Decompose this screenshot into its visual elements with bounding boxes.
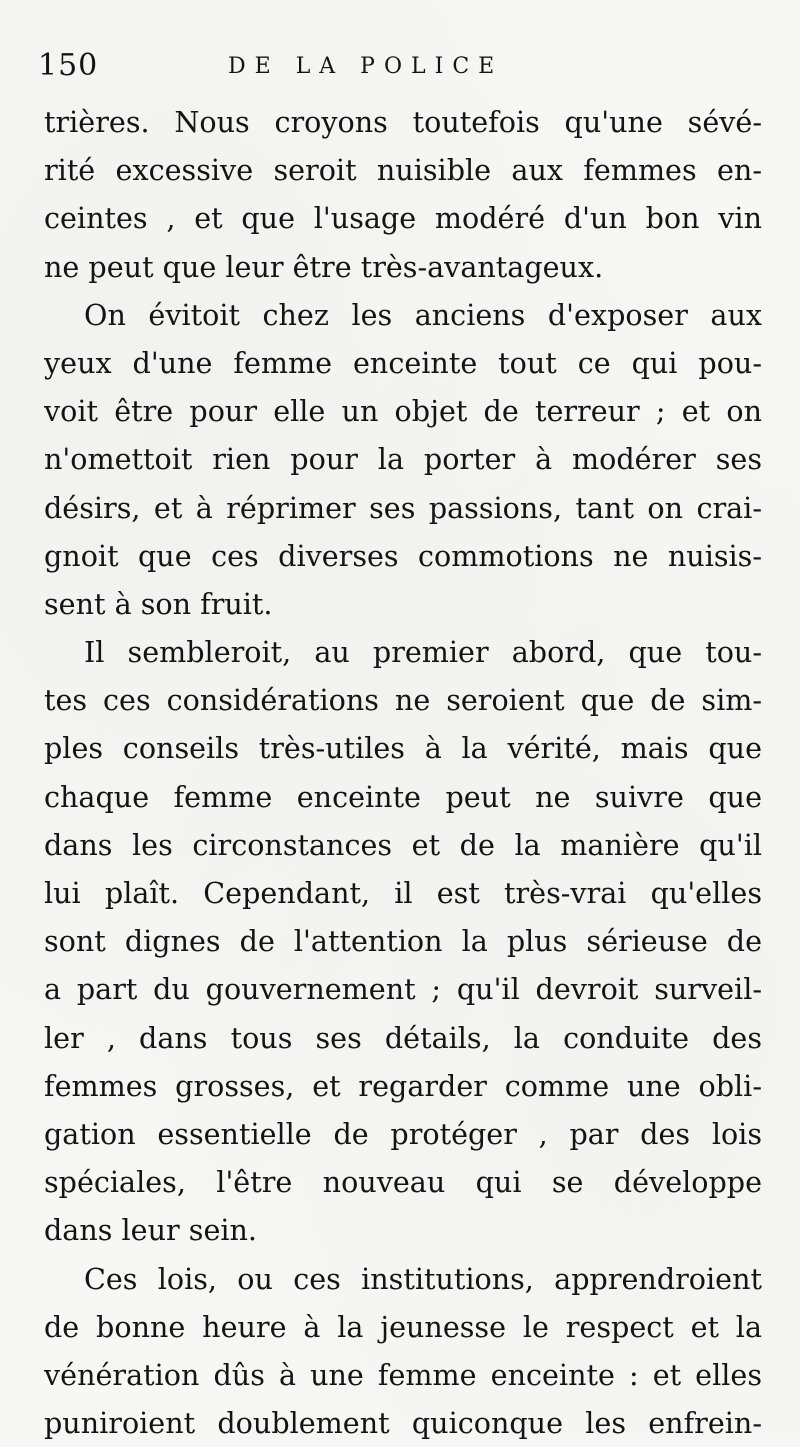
text-line: tes ces considérations ne seroient que de sim-: [44, 683, 762, 718]
text-line: vénération dûs à une femme enceinte : et elles: [44, 1357, 762, 1392]
text-line: spéciales, l'être nouveau qui se développe: [44, 1165, 762, 1200]
text-line: dans leur sein.: [44, 1213, 258, 1248]
text-line: a part du gouvernement ; qu'il devroit surveil-: [44, 972, 762, 1007]
text-line: gation essentielle de protéger , par des lois: [44, 1116, 762, 1151]
text-line: dans les circonstances et de la manière qu'il: [44, 827, 762, 862]
page-header: [38, 40, 768, 90]
text-line: chaque femme enceinte peut ne suivre que: [44, 779, 762, 814]
text-line: sont dignes de l'attention la plus sérieuse de: [44, 924, 762, 959]
text-line: ceintes , et que l'usage modéré d'un bon vin: [44, 201, 762, 236]
text-line: voit être pour elle un objet de terreur ; et on: [44, 394, 762, 429]
text-line: n'omettoit rien pour la porter à modérer ses: [44, 442, 762, 477]
text-line: désirs, et à réprimer ses passions, tant on crai-: [44, 490, 762, 525]
text-line: Il sembleroit, au premier abord, que tou-: [84, 635, 762, 670]
text-line: ler , dans tous ses détails, la conduite des: [44, 1020, 762, 1055]
text-line: trières. Nous croyons toutefois qu'une sévé-: [44, 105, 762, 139]
text-line: Ces lois, ou ces institutions, apprendroient: [84, 1261, 762, 1296]
text-line: femmes grosses, et regarder comme une obli-: [44, 1068, 762, 1103]
text-line: ples conseils très-utiles à la vérité, mais que: [44, 731, 762, 766]
text-line: lui plaît. Cependant, il est très-vrai qu'elles: [44, 876, 762, 910]
running-head: DE LA POLICE: [228, 54, 504, 79]
text-line: ne peut que leur être très-avantageux.: [44, 249, 604, 284]
text-line: gnoit que ces diverses commotions ne nuisis-: [44, 538, 762, 573]
text-line: yeux d'une femme enceinte tout ce qui pou-: [44, 345, 762, 380]
text-line: On évitoit chez les anciens d'exposer aux: [84, 297, 762, 332]
text-line: rité excessive seroit nuisible aux femmes en-: [44, 153, 762, 188]
text-line: de bonne heure à la jeunesse le respect et la: [44, 1309, 762, 1344]
body-text: [44, 98, 762, 1447]
text-line: sent à son fruit.: [44, 586, 273, 621]
text-line: puniroient doublement quiconque les enfrein-: [44, 1406, 762, 1441]
page-number: 150: [38, 48, 99, 83]
